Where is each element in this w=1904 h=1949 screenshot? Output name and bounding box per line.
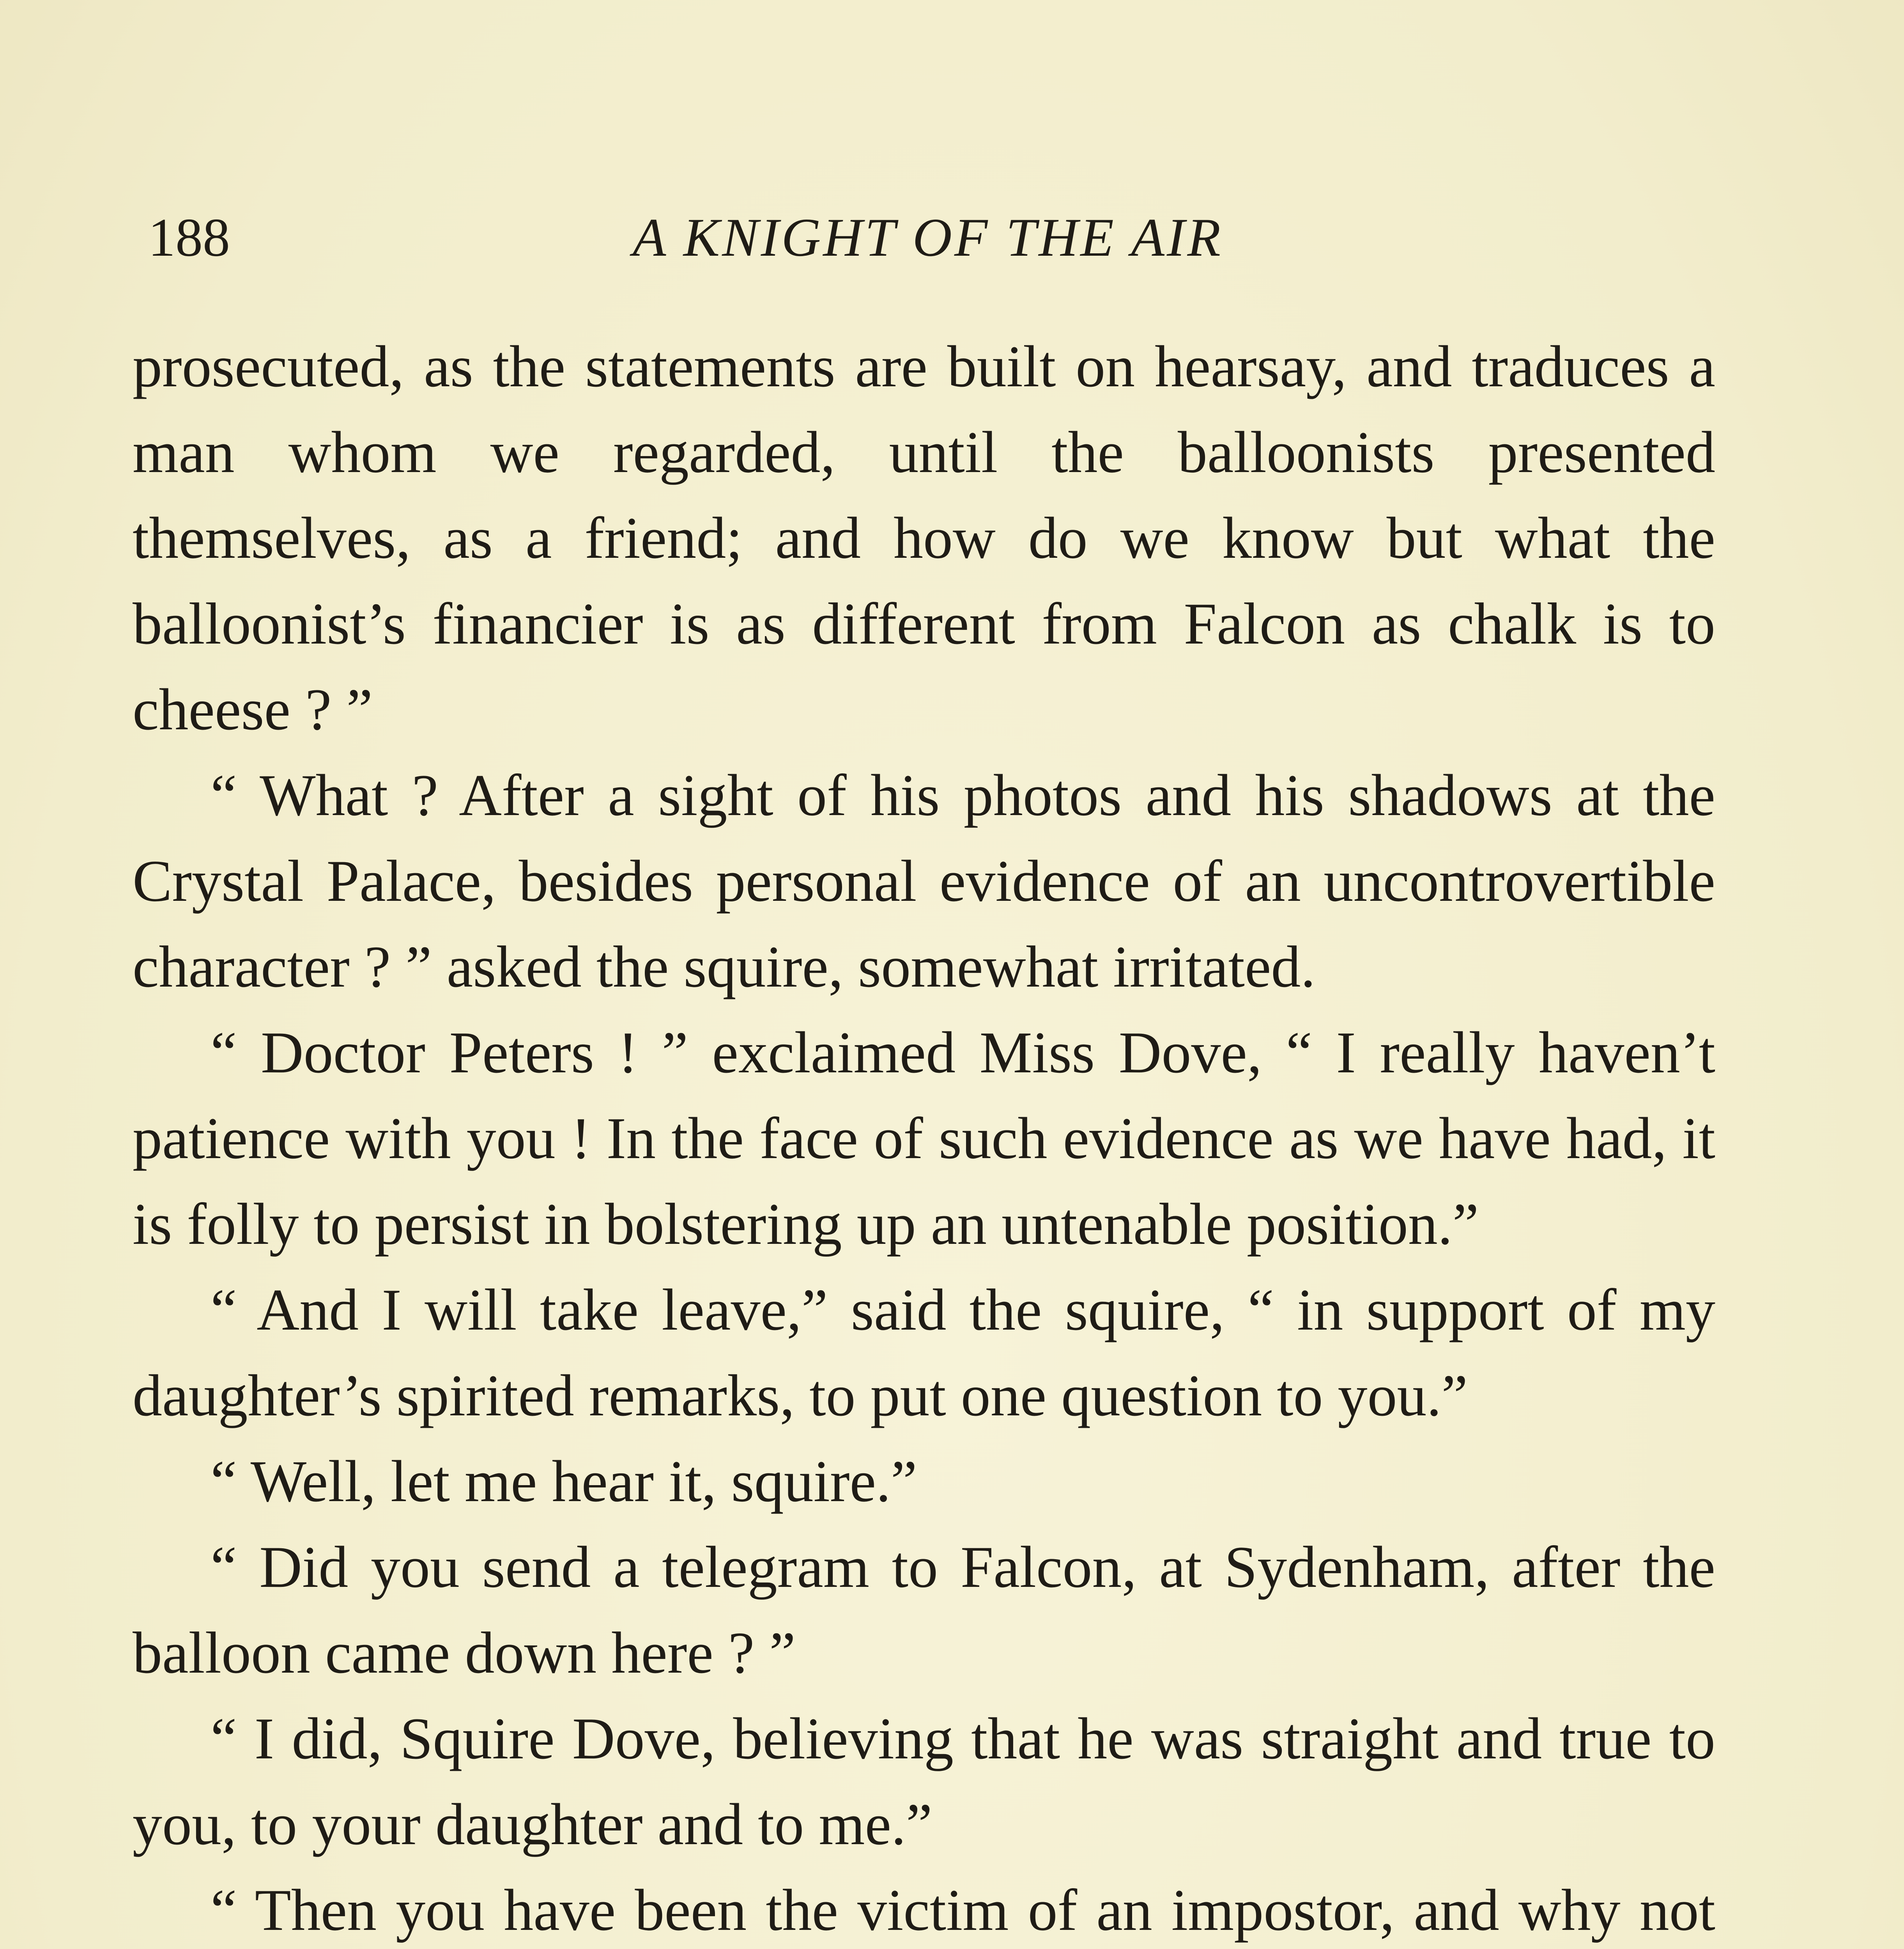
paragraph: “ Did you send a telegram to Falcon, at Sydenham, after the balloon came down here ? ” (133, 1534, 1715, 1685)
running-title: A KNIGHT OF THE AIR (632, 207, 1223, 268)
paragraph: “ And I will take leave,” said the squire, “ in support of my daughter’s spirited remarks, to put one question to you.” (133, 1277, 1715, 1428)
body-text (133, 324, 1715, 1949)
paragraph: “ I did, Squire Dove, believing that he was straight and true to you, to your daughter and to me.” (133, 1706, 1715, 1857)
paragraph: “ Doctor Peters ! ” exclaimed Miss Dove, “ I really haven’t patience with you ! In the face of such evidence as we have had, it is folly to persist in bolstering up an untenable position.” (133, 1020, 1715, 1257)
paragraph: “ Then you have been the victim of an impostor, and why not (211, 1877, 1715, 1943)
paragraph: “ Well, let me hear it, squire.” (211, 1448, 917, 1514)
paragraph-continued: prosecuted, as the statements are built on hearsay, and traduces a man whom we regarded, until the balloonists presented themselves, as a friend; and how do we know but what the balloonist’s financier is as different from Falcon as chalk is to cheese ? ” (133, 334, 1715, 742)
page-header (148, 203, 1708, 273)
page-number: 188 (148, 207, 230, 268)
paragraph: “ What ? After a sight of his photos and his shadows at the Crystal Palace, besides personal evidence of an uncontrovertible character ? ” asked the squire, somewhat irritated. (133, 762, 1715, 999)
